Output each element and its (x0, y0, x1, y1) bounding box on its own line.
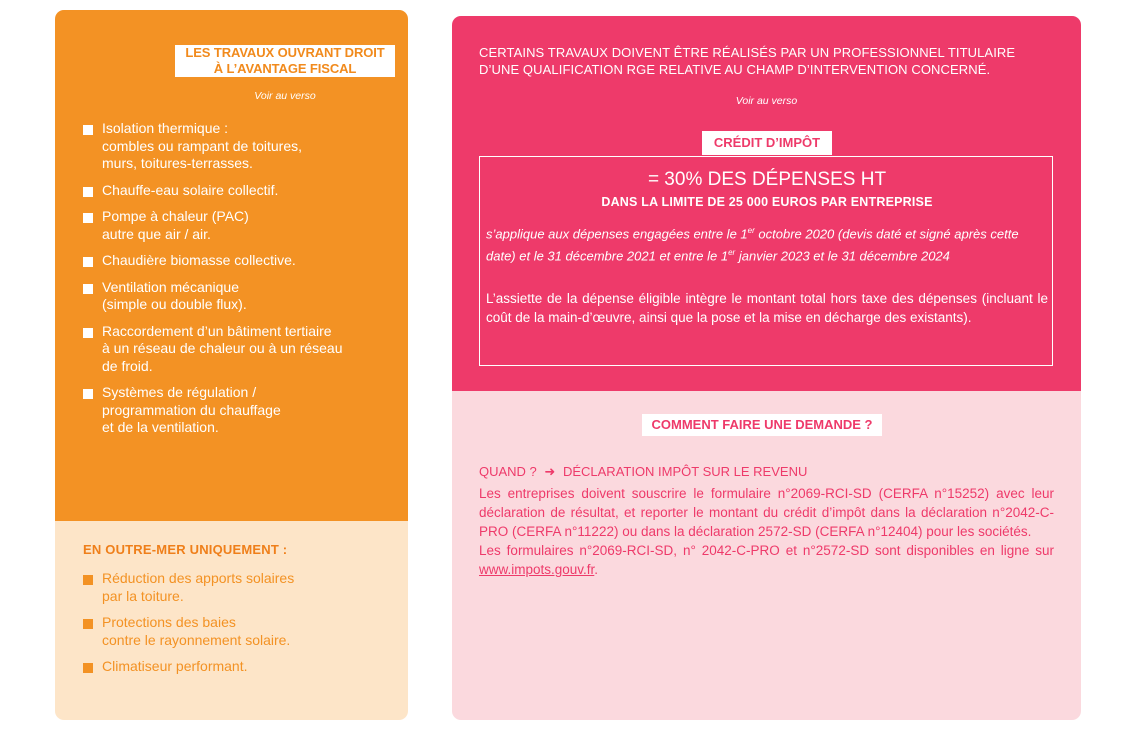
application-instructions (479, 484, 1054, 579)
list-item-text: par la toiture. (102, 587, 184, 604)
credit-limit: DANS LA LIMITE DE 25 000 EUROS PAR ENTREPRISE (601, 195, 933, 209)
list-item-text: Isolation thermique : (102, 120, 229, 136)
arrow-right-icon: ➜ (544, 464, 556, 479)
square-bullet-icon (83, 328, 93, 338)
square-bullet-icon (83, 213, 93, 223)
instructions-paragraph: Les entreprises doivent souscrire le formulaire n°2069-RCI-SD (CERFA n°15252) avec leur déclaration de résultat, et reporter le montant du crédit d’impôt dans la déclaration n°2042-C-PRO (CERFA n°11222) ou dans la déclaration 2572-SD (CERFA n°12404) pour les sociétés. (479, 486, 1054, 539)
credit-percentage: = 30% DES DÉPENSES HT (647, 169, 887, 190)
eligible-works-list (83, 120, 403, 446)
forms-availability-paragraph: Les formulaires n°2069-RCI-SD, n° 2042-C-PRO et n°2572-SD sont disponibles en ligne sur www.impots.gouv.fr. (479, 543, 1054, 577)
list-item-text: Ventilation mécanique (102, 278, 239, 295)
square-bullet-icon (83, 663, 93, 673)
list-item (83, 279, 403, 314)
square-bullet-icon (83, 125, 93, 135)
square-bullet-icon (83, 619, 93, 629)
list-item (83, 252, 403, 270)
list-item (83, 614, 403, 649)
how-to-apply-label: COMMENT FAIRE UNE DEMANDE ? (642, 414, 882, 436)
list-item (83, 120, 403, 173)
list-item-text: Pompe à chaleur (PAC) (102, 208, 249, 224)
list-item-text: murs, toitures-terrasses. (102, 155, 253, 171)
square-bullet-icon (83, 187, 93, 197)
list-item-text: Réduction des apports solaires (102, 570, 295, 586)
list-item-text: et de la ventilation. (102, 419, 219, 435)
square-bullet-icon (83, 284, 93, 294)
list-item-text: programmation du chauffage (102, 401, 281, 418)
impots-website-link[interactable]: www.impots.gouv.fr (479, 562, 595, 577)
tax-credit-box (479, 156, 1053, 366)
list-item (83, 658, 403, 676)
list-item-text: Climatiseur performant. (102, 658, 248, 674)
list-item-text: Raccordement d’un bâtiment tertiaire (102, 322, 332, 339)
list-item-text: Protections des baies (102, 614, 236, 630)
tax-credit-section (452, 16, 1081, 391)
eligibility-dates: s’applique aux dépenses engagées entre le 1er octobre 2020 (devis daté et signé après cette date) et le 31 décembre 2021 et entre le 1er janvier 2023 et le 31 décembre 2024 (486, 226, 1019, 264)
list-item-text: combles ou rampant de toitures, (102, 137, 302, 154)
when-line: QUAND ? ➜ DÉCLARATION IMPÔT SUR LE REVENU (479, 464, 808, 479)
square-bullet-icon (83, 389, 93, 399)
eligible-works-section (55, 10, 408, 521)
list-item-text: autre que air / air. (102, 225, 211, 242)
list-item-text: (simple ou double flux). (102, 296, 247, 312)
list-item-text: contre le rayonnement solaire. (102, 631, 291, 648)
eligible-expense-basis: L’assiette de la dépense éligible intègre le montant total hors taxe des dépenses (incluant le coût de la main-d’œuvre, ainsi que la pose et la mise en décharge des existants). (486, 291, 1048, 325)
eligible-works-card (55, 10, 408, 720)
see-back-note: Voir au verso (254, 90, 316, 102)
list-item (83, 384, 403, 437)
list-item (83, 182, 403, 200)
list-item-text: Chauffe-eau solaire collectif. (102, 181, 279, 198)
eligible-works-heading: LES TRAVAUX OUVRANT DROIT À L’AVANTAGE FISCAL (175, 45, 395, 77)
see-back-note: Voir au verso (735, 95, 798, 107)
list-item-text: à un réseau de chaleur ou à un réseau (102, 340, 343, 356)
tax-credit-label: CRÉDIT D’IMPÔT (702, 131, 832, 155)
list-item (83, 323, 403, 376)
rge-requirement-text: CERTAINS TRAVAUX DOIVENT ÊTRE RÉALISÉS PAR UN PROFESSIONNEL TITULAIRE D’UNE QUALIFICATION RGE RELATIVE AU CHAMP D’INTERVENTION CONCERNÉ. (479, 45, 1016, 77)
square-bullet-icon (83, 257, 93, 267)
list-item-text: Systèmes de régulation / (102, 384, 257, 400)
square-bullet-icon (83, 575, 93, 585)
list-item (83, 208, 403, 243)
list-item (83, 570, 403, 605)
tax-credit-card (452, 16, 1081, 720)
outremer-list (83, 570, 403, 685)
outremer-title: EN OUTRE-MER UNIQUEMENT : (83, 542, 288, 557)
list-item-text: Chaudière biomasse collective. (102, 252, 296, 268)
list-item-text: de froid. (102, 357, 153, 374)
